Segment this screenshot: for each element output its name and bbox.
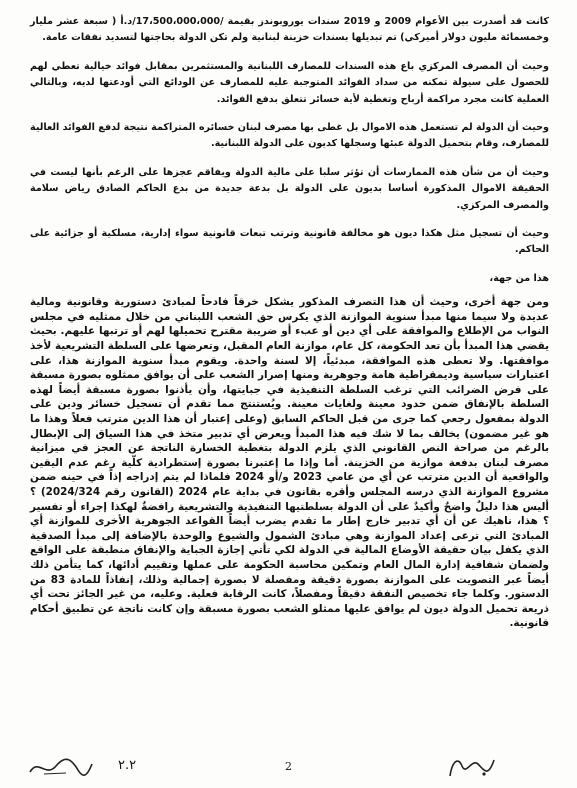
paragraph-practices-impact: وحيث أن من شأن هذه الممارسات أن تؤثر سلبا على مالية الدولة ويفاقم عجزها على الرغم بأنها ليست في الحقيقة الاموال المذكورة أساسا بديون على الدولة بل بدعة جديدة من بدع الحاكم الصادق رياض سلامة والمصرف المركزي.	[30, 166, 549, 211]
main-argument-block	[30, 295, 549, 631]
paragraph-central-bank-sale: وحيث أن المصرف المركزي باع هذه السندات للمصارف اللبنانية والمستثمرين بمقابل فوائد خيالية تعطي لهم للحصول على سيولة تمكنه من سداد الفوائد المتوجبة عليه للمصارف عن الودائع التي أودعتها لديه، وبالتالي العملية كانت مجرد مراكمة أرباح وتغطية لأية خسائر تتعلق بدفع الفوائد.	[30, 60, 549, 105]
page-footer	[0, 748, 577, 788]
document-body	[30, 14, 549, 631]
paragraph-legal-violation: وحيث أن تسجيل مثل هكذا ديون هو مخالفة قانونية وترتب تبعات قانونية سواء إدارية، مسلكية أو جزائية على الحاكم.	[30, 228, 549, 256]
page-number: 2	[285, 760, 292, 773]
paragraph-budget-principles: ومن جهة أخرى، وحيث أن هذا التصرف المذكور يشكل خرقاً فادحاً لمبادئ دستورية وقانونية ومالية عديدة ولا سيما منها مبدأ سنوية الموازنة الذي يكرس حق الشعب اللبناني من خلال ممثليه في مجلس النواب من الإطلاع والموافقة على أي دين أو عبء أو ضريبة مقترح تحميلها لهم أو ترتبها عليهم. بحيث يقضي هذا المبدأ بأن تعد الحكومة، كل عام، موازنة العام المقبل، وتعرضها على السلطة التشريعية لأخذ موافقتها. ولا تعطى هذه الموافقة، مبدئياً، إلا لسنة واحدة. ويقوم مبدأ سنوية الموازنة هذا، على اعتبارات سياسية وديمقراطية هامة وجوهرية ومنها إصرار الشعب على أن يوافق ممثلوه بصورة مسبقة على فرض الضرائب التي ترغب السلطة التنفيذية في جبايتها، وأن يأذنوا بصورة مسبقة أيضاً لهذه السلطة بالإنفاق ضمن حدود معينة ولغايات معينة. ويُستنتج مما تقدم أن تسجيل خسائر ودين على الدولة بمفعول رجعي كما جرى من قبل الحاكم السابق (وعلى إعتبار أن هذا الدين مترتب فعلاً وهذا ما هو غير مضمون) يخالف بما لا شك فيه هذا المبدأ ويعرض أي تدبير متخذ في هذا السياق إلى الإبطال بالرغم من صراحة النص القانوني الذي يلزم الدولة بتغطية الخسارة الناتجة عن العجز في ميزانية مصرف لبنان بدفعة موازية من الخزينة. أما وإذا ما إعتبرنا بصورة إستطرادية كلّية رغم عدم اليقين والواقعية أن الدين مترتب عن أي من عامي 2023 و/أو 2024 فلماذا لم يتم إدراجه إذاً في حينه ضمن مشروع الموازنة الذي درسه المجلس وأقره بقانون في بداية عام 2024 (القانون رقم 2024/324) ؟ أليس هذا دليلٌ واضحٌ وأكيدٌ على أن الدولة بسلطتيها التنفيذية والتشريعية رافضةٌ لهكذا إجراء أو تفسير ؟ هذا، ناهيك عن أن أي تدبير خارج إطار ما تقدم يضرب أيضاً القواعد الجوهرية الأخرى للموازنة أي المبادئ التي ترعى إعداد الموازنة وهي مبادئ الشمول والشيوع والوحدة بالإضافة إلى مبدأ الصدقية الذي يكفل بيان حقيقة الأوضاع المالية في الدولة لكي تأتي إجازة الجباية والإنفاق منطبقة على الواقع ولضمان شفافية إدارة المال العام وتمكين محاسبة الحكومة على عملها وتقييم أدائها، كما يتأمن ذلك أيضاً عبر التصويت على الموازنة بصورة دقيقة ومفصلة لا بصورة إجمالية وذلك، إنفاذاً للمادة 83 من الدستور. وكلما جاء تخصيص النفقة دقيقاً ومفصلاً، كانت الرقابة فعلية. وعليه، من غير الجائز تحت أي ذريعة تحميل الدولة ديون لم يوافق عليها ممثلو الشعب بصورة مسبقة وإن كانت ناتجة عن تطبيق أحكام قانونية.	[30, 296, 549, 630]
paragraph-eurobonds: كانت قد أصدرت بين الأعوام 2009 و 2019 سندات يوروبوندز بقيمة /17،500،000،000/د.أ ( سبعة عشر مليار وخمسمائة مليون دولار أميركي) تم تبديلها بسندات خزينة لبنانية ولم تكن الدولة بحاجتها لتسديد نفقات عامة.	[30, 16, 549, 44]
signature-right-icon	[444, 752, 500, 784]
paragraph-state-not-using-funds: وحيث أن الدولة لم تستعمل هذه الاموال بل غطى بها مصرف لبنان خسائره المتراكمة نتيجة لدفع الفوائد العالية للمصارف، وقام بتحميل الدولة عبئها وسجلها كديون على الدولة اللبنانية.	[30, 122, 549, 150]
date-mark: ٢.٢	[118, 758, 137, 773]
paragraph-on-one-hand: هذا من جهة،	[489, 272, 549, 284]
